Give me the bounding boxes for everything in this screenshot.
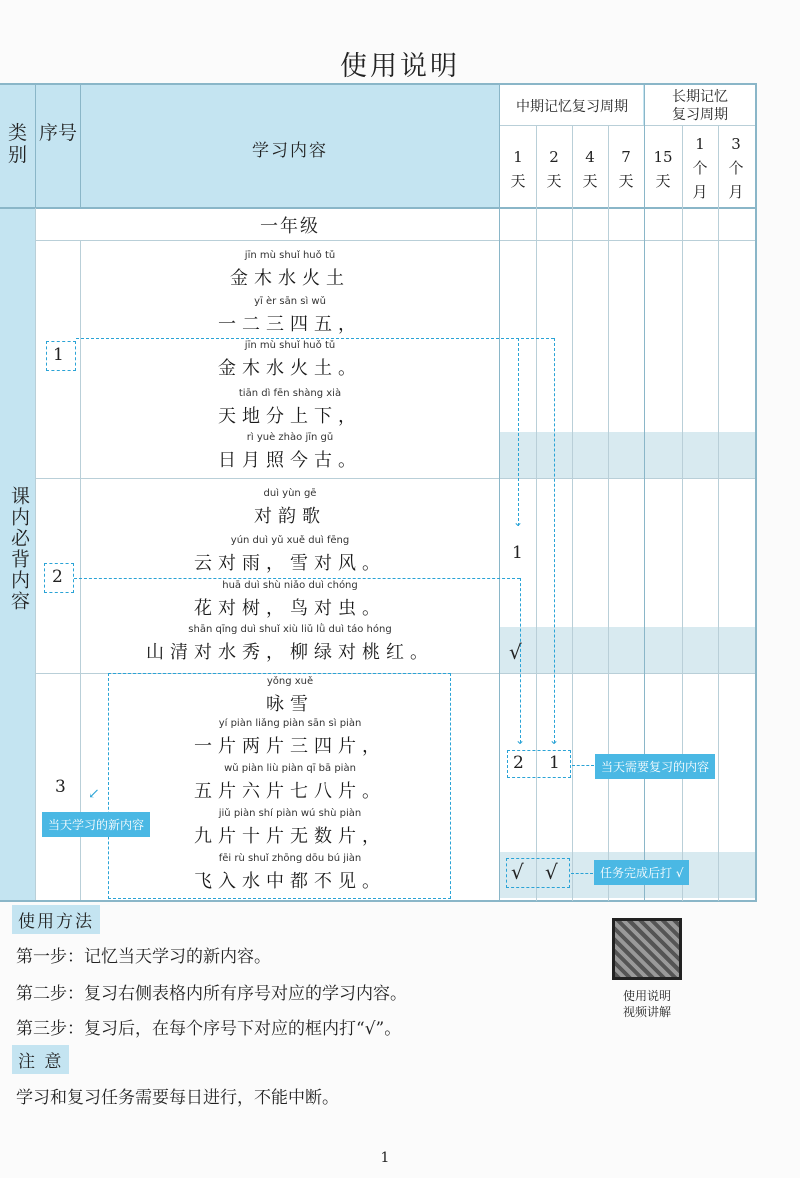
category-header: 类别	[7, 122, 27, 166]
usage-heading: 使用方法	[12, 905, 100, 934]
pinyin-line: yún duì yǔ xuě duì fēng	[230, 535, 350, 546]
text-line: 一片两片三四片，	[194, 736, 386, 757]
new-content-box	[108, 673, 451, 899]
content-header: 学习内容	[252, 141, 328, 161]
check-band-1	[500, 432, 755, 478]
period-unit: 天	[655, 172, 671, 190]
pinyin-line: jiǔ piàn shí piàn wú shù piàn	[218, 808, 362, 819]
usage-step-3: 第三步：复习后，在每个序号下对应的框内打“√”。	[16, 1019, 402, 1039]
usage-step-2: 第二步：复习右侧表格内所有序号对应的学习内容。	[16, 984, 407, 1004]
row2-check: √	[509, 640, 522, 664]
arrow-down-3: ⌄	[549, 733, 560, 747]
text-line: 金木水火土。	[218, 358, 362, 379]
period-number: 7	[621, 148, 631, 166]
guide-line-1-horiz	[76, 338, 554, 339]
pinyin-line: jīn mù shuǐ huǒ tǔ	[244, 250, 336, 261]
table-right-border	[755, 83, 757, 902]
guide-line-1-vert-b	[554, 338, 555, 743]
pinyin-line: yī èr sān sì wǔ	[254, 296, 326, 307]
period-unit: 个	[692, 159, 708, 177]
qr-caption	[600, 988, 694, 1020]
period-unit: 天	[546, 172, 562, 190]
pinyin-line: huā duì shù niǎo duì chóng	[222, 580, 358, 591]
pinyin-line: jīn mù shuǐ huǒ tǔ	[244, 340, 336, 351]
row2-review-num: 1	[512, 543, 523, 563]
period-unit: 天	[618, 172, 634, 190]
period-number: 1	[695, 135, 705, 153]
pinyin-line: tiān dì fēn shàng xià	[238, 388, 342, 399]
mid-cycle-header: 中期记忆复习周期	[516, 99, 628, 115]
pinyin-line: duì yùn gē	[263, 488, 317, 499]
period-number: 15	[653, 148, 673, 166]
row3-check-1: √	[511, 860, 524, 884]
period-col-2	[572, 126, 573, 901]
text-line: 天地分上下，	[218, 406, 362, 427]
grade-label: 一年级	[260, 216, 320, 237]
period-header-1	[500, 145, 536, 193]
period-unit: 月	[728, 183, 744, 201]
text-line: 日月照今古。	[218, 450, 362, 471]
period-unit: 天	[582, 172, 598, 190]
col-divider-2	[80, 83, 81, 208]
page-number: 1	[380, 1150, 390, 1166]
period-header-7	[718, 132, 754, 204]
period-header-4	[608, 145, 644, 193]
callout-arrow-done	[571, 873, 593, 874]
guide-line-2-horiz	[74, 578, 520, 579]
row1-bottom	[35, 478, 755, 479]
row3-review-num-2: 1	[549, 753, 560, 773]
note-heading: 注 意	[12, 1045, 69, 1074]
callout-new: 当天学习的新内容	[42, 812, 150, 837]
arrow-down-1: ⌄	[513, 515, 524, 529]
qr-code-icon[interactable]	[612, 918, 682, 980]
pinyin-line: shān qīng duì shuǐ xiù liǔ lǜ duì táo hóng	[188, 624, 392, 635]
pinyin-line: fēi rù shuǐ zhōng dōu bú jiàn	[218, 853, 362, 864]
text-line: 花对树，鸟对虫。	[194, 598, 386, 619]
callout-arrow-new: ↙	[88, 786, 100, 802]
usage-step-1: 第一步：记忆当天学习的新内容。	[16, 947, 271, 967]
period-unit: 天	[510, 172, 526, 190]
qr-caption-line-1: 使用说明	[622, 989, 671, 1003]
long-cycle-header-1: 长期记忆	[672, 89, 728, 105]
note-text: 学习和复习任务需要每日进行，不能中断。	[16, 1088, 339, 1108]
period-number: 4	[585, 148, 595, 166]
side-label: 课内必背内容	[8, 486, 30, 612]
pinyin-line: rì yuè zhào jīn gǔ	[246, 432, 334, 443]
pinyin-line: yǒng xuě	[266, 676, 314, 687]
serial-num-1: 1	[53, 345, 64, 365]
text-line: 飞入水中都不见。	[194, 871, 386, 892]
callout-arrow-review	[572, 765, 594, 766]
serial-num-2: 2	[52, 567, 63, 587]
side-divider	[35, 208, 36, 900]
text-line: 咏雪	[266, 694, 314, 715]
page-title: 使用说明	[340, 51, 460, 82]
callout-done: 任务完成后打 √	[594, 860, 689, 885]
row3-check-2: √	[545, 860, 558, 884]
period-col-1	[536, 126, 537, 901]
row3-review-num-1: 2	[513, 753, 524, 773]
check-band-2	[500, 627, 755, 673]
period-col-6	[718, 126, 719, 901]
period-number: 3	[731, 135, 741, 153]
serial-num-3: 3	[55, 777, 66, 797]
text-line: 金木水火土	[230, 268, 350, 289]
subheader-divider	[500, 125, 755, 126]
pinyin-line: wǔ piàn liù piàn qī bā piàn	[224, 763, 356, 774]
period-unit: 月	[692, 183, 708, 201]
long-cycle-header-2: 复习周期	[672, 107, 728, 123]
period-number: 2	[549, 148, 559, 166]
text-line: 对韵歌	[254, 506, 326, 527]
period-col-3	[608, 126, 609, 901]
period-number: 1	[513, 148, 523, 166]
period-header-6	[682, 132, 718, 204]
callout-review: 当天需要复习的内容	[595, 754, 715, 779]
guide-line-1-vert-a	[518, 338, 519, 526]
text-line: 山清对水秀，柳绿对桃红。	[146, 642, 434, 663]
arrow-down-2: ⌄	[515, 733, 526, 747]
text-line: 九片十片无数片，	[194, 826, 386, 847]
text-line: 云对雨，雪对风。	[194, 553, 386, 574]
text-line: 一二三四五，	[218, 314, 362, 335]
pinyin-line: yí piàn liǎng piàn sān sì piàn	[218, 718, 362, 729]
qr-caption-line-2: 视频讲解	[622, 1005, 671, 1019]
period-header-3	[572, 145, 608, 193]
period-unit: 个	[728, 159, 744, 177]
serial-header: 序号	[38, 122, 77, 144]
grade-row-bottom	[35, 240, 755, 241]
period-header-2	[536, 145, 572, 193]
period-col-5	[682, 126, 683, 901]
period-header-5	[645, 145, 681, 193]
col-divider-1	[35, 83, 36, 208]
text-line: 五片六片七八片。	[194, 781, 386, 802]
